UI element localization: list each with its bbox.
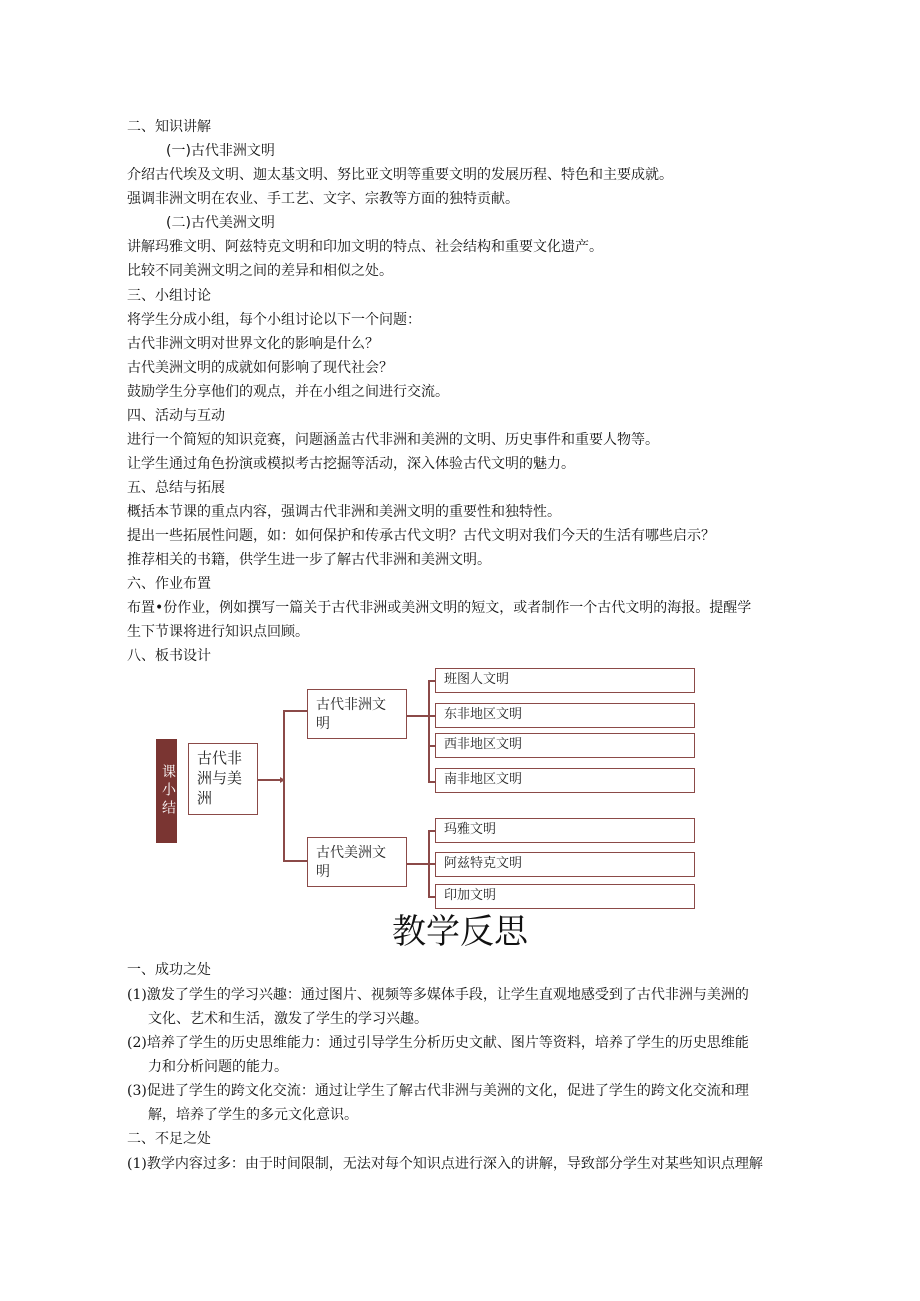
paragraph: 进行一个简短的知识竞赛，问题涵盖古代非洲和美洲的文明、历史事件和重要人物等。 xyxy=(127,432,659,448)
africa-item: 南非地区文明 xyxy=(435,768,695,793)
connector xyxy=(407,715,429,717)
connector xyxy=(283,710,285,862)
section-heading-discussion: 三、小组讨论 xyxy=(127,288,211,304)
paragraph: 让学生通过角色扮演或模拟考古挖掘等活动，深入体验古代文明的魅力。 xyxy=(127,456,575,472)
paragraph: 鼓励学生分享他们的观点，并在小组之间进行交流。 xyxy=(127,384,449,400)
paragraph: (3)促进了学生的跨文化交流：通过让学生了解古代非洲与美洲的文化，促进了学生的跨文化交流和理 xyxy=(127,1083,749,1099)
africa-item: 班图人文明 xyxy=(435,668,695,693)
section-heading-summary: 五、总结与拓展 xyxy=(127,480,225,496)
section-heading-success: 一、成功之处 xyxy=(127,962,211,978)
reflection-title: 教学反思 xyxy=(392,912,528,952)
africa-item: 西非地区文明 xyxy=(435,733,695,758)
section-heading-activities: 四、活动与互动 xyxy=(127,408,225,424)
board-diagram xyxy=(150,665,695,910)
root-node: 古代非洲与美洲 xyxy=(188,743,258,815)
america-node: 古代美洲文明 xyxy=(307,837,407,887)
paragraph: (2)培养了学生的历史思维能力：通过引导学生分析历史文献、图片等资料，培养了学生的历史思维能 xyxy=(127,1035,749,1051)
lesson-summary-tab: 课小结 xyxy=(156,739,177,843)
paragraph: 提出一些拓展性问题，如：如何保护和传承古代文明？古代文明对我们今天的生活有哪些启示？ xyxy=(127,528,715,544)
paragraph: (1)教学内容过多：由于时间限制，无法对每个知识点进行深入的讲解，导致部分学生对某些知识点理解 xyxy=(127,1156,763,1172)
paragraph: 强调非洲文明在农业、手工艺、文字、宗教等方面的独特贡献。 xyxy=(127,191,519,207)
paragraph: 将学生分成小组，每个小组讨论以下一个问题： xyxy=(127,312,421,328)
paragraph: 比较不同美洲文明之间的差异和相似之处。 xyxy=(127,263,393,279)
connector xyxy=(407,863,429,865)
paragraph: 概括本节课的重点内容，强调古代非洲和美洲文明的重要性和独特性。 xyxy=(127,504,561,520)
paragraph: 讲解玛雅文明、阿兹特克文明和印加文明的特点、社会结构和重要文化遗产。 xyxy=(127,239,603,255)
paragraph: 推荐相关的书籍，供学生进一步了解古代非洲和美洲文明。 xyxy=(127,552,491,568)
america-item: 印加文明 xyxy=(435,884,695,909)
connector xyxy=(283,710,308,712)
subheading-africa: (一)古代非洲文明 xyxy=(166,143,275,159)
paragraph: (1)激发了学生的学习兴趣：通过图片、视频等多媒体手段，让学生直观地感受到了古代非洲与美洲的 xyxy=(127,987,749,1003)
connector xyxy=(283,860,308,862)
paragraph: 力和分析问题的能力。 xyxy=(148,1059,288,1075)
section-heading-board: 八、板书设计 xyxy=(127,648,211,664)
section-heading-homework: 六、作业布置 xyxy=(127,576,211,592)
paragraph: 介绍古代埃及文明、迦太基文明、努比亚文明等重要文明的发展历程、特色和主要成就。 xyxy=(127,167,673,183)
subheading-america: (二)古代美洲文明 xyxy=(166,215,275,231)
america-item: 阿兹特克文明 xyxy=(435,852,695,877)
paragraph: 文化、艺术和生活，激发了学生的学习兴趣。 xyxy=(148,1011,428,1027)
paragraph: 布置•份作业，例如撰写一篇关于古代非洲或美洲文明的短文，或者制作一个古代文明的海报。提醒学 xyxy=(127,600,752,616)
section-heading-knowledge: 二、知识讲解 xyxy=(127,119,211,135)
paragraph: 解，培养了学生的多元文化意识。 xyxy=(148,1107,358,1123)
section-heading-shortcomings: 二、不足之处 xyxy=(127,1131,211,1147)
connector xyxy=(428,680,430,783)
africa-item: 东非地区文明 xyxy=(435,703,695,728)
paragraph: 生下节课将进行知识点回顾。 xyxy=(127,624,309,640)
america-item: 玛雅文明 xyxy=(435,818,695,843)
africa-node: 古代非洲文明 xyxy=(307,689,407,739)
paragraph: 古代非洲文明对世界文化的影响是什么？ xyxy=(127,336,379,352)
paragraph: 古代美洲文明的成就如何影响了现代社会？ xyxy=(127,360,393,376)
